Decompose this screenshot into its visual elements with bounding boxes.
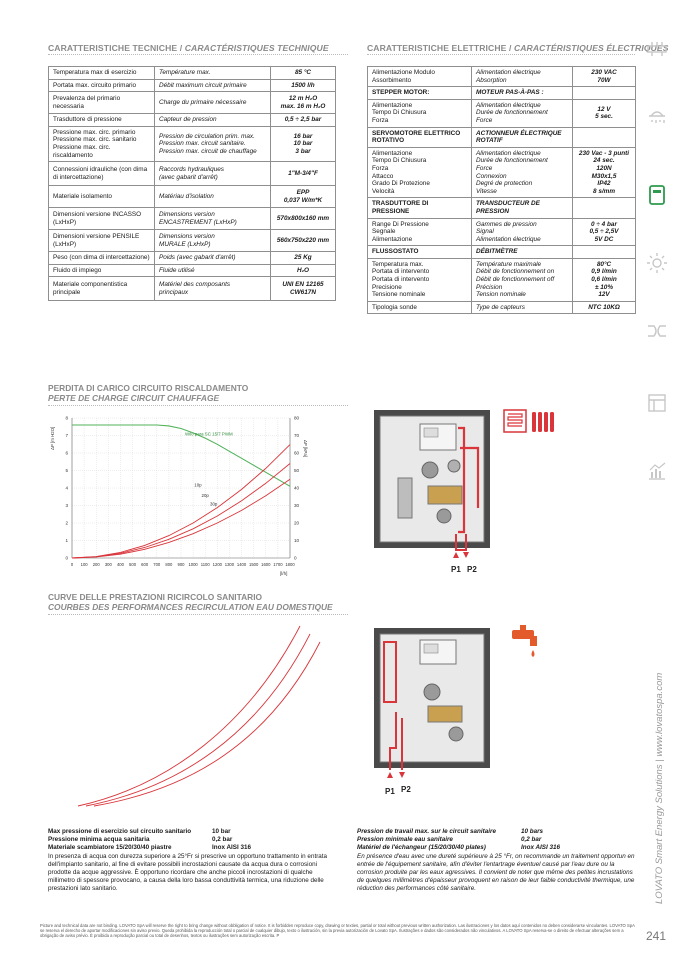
recirc-title: CURVE DELLE PRESTAZIONI RICIRCOLO SANITARIO COURBES DES PERFORMANCES RECIRCULATION EAU DOMESTIQUE xyxy=(48,592,333,612)
table-row xyxy=(368,258,636,301)
spec-label-it: Alimentazione Tempo Di Chiusura Forza Attacco Grado Di Protezione Velocità xyxy=(368,147,472,198)
module-icon-active[interactable] xyxy=(646,184,668,206)
pump-2 xyxy=(437,509,451,523)
elec-title: CARATTERISTICHE ELETTRICHE / CARACTÉRISTIQUES ÉLECTRIQUES xyxy=(367,43,669,53)
spec-value: 25 Kg xyxy=(271,252,336,265)
spec-label-it: Materiale isolamento xyxy=(49,186,155,208)
spec-label-it: Tipologia sonde xyxy=(368,301,472,314)
elec-table-body xyxy=(368,67,636,314)
spec-label-fr: Fluide utilisé xyxy=(155,264,271,277)
notes-french: Pression de travail max. sur le circuit sanitaire 10 bars Pression minimale eau sanitaire 0,2 bar Matériel de l'échangeur (15/20/30/40 plates) Inox AISI 316 En présence d'eau avec une dureté supérieure à 25 °Fr, on recommande un traitement opportun en entrée de l'équipement sanitaire, afin d'éviter l'entartrage éventuel causé par l'eau dure ou la corrosion produite par les eaux agressives. Il convient de noter que même des petites incrustations de quelques millimètres d'épaisseur provoquent en raison de leur faible conductivité thermique, une réduction des performances côté sanitaire. xyxy=(357,828,635,893)
spec-value: 85 °C xyxy=(271,67,336,80)
p2-label-2: P2 xyxy=(401,785,411,794)
x-axis-label: [l/h] xyxy=(280,571,288,576)
y-right-tick-label: 40 xyxy=(294,485,300,491)
manifold xyxy=(428,486,462,504)
table-row xyxy=(49,114,336,127)
spec-label-fr: Charge du primaire nécessaire xyxy=(155,92,271,114)
spec-value: 230 Vac - 3 punti 24 sec. 120N M30x1,5 IP42 8 s/mm xyxy=(573,147,636,198)
page-number: 241 xyxy=(646,929,667,943)
spec-value: 80°C 0,9 l/min 0,6 l/min ± 10% 12V xyxy=(573,258,636,301)
spec-label-it: Dimensioni versione INCASSO (LxHxP) xyxy=(49,208,155,230)
section-label-fr: TRANSDUCTEUR DE PRESSION xyxy=(472,198,573,218)
spec-label-it: Connessioni idrauliche (con dima di intercettazione) xyxy=(49,162,155,186)
spec-label-it: Peso (con dima di intercettazione) xyxy=(49,252,155,265)
table-row xyxy=(49,126,336,161)
table-row xyxy=(49,252,336,265)
p1-label-2: P1 xyxy=(385,787,395,796)
x-tick-label: 1100 xyxy=(200,562,210,567)
section-label-it: FLUSSOSTATO xyxy=(368,246,472,259)
spec-label-fr: Matériau d'isolation xyxy=(155,186,271,208)
y-left-tick-label: 4 xyxy=(65,485,68,491)
section-row xyxy=(368,198,636,218)
recirc-curve-3 xyxy=(94,642,320,806)
p1-arrow-icon-2 xyxy=(387,772,393,778)
spec-value: EPP 0,037 W/m*K xyxy=(271,186,336,208)
sanitary-module-diagram xyxy=(368,622,564,798)
spec-label-it: Fluido di impiego xyxy=(49,264,155,277)
section-label-it: TRASDUTTORE DI PRESSIONE xyxy=(368,198,472,218)
heat-exchanger xyxy=(398,478,412,518)
table-row xyxy=(49,186,336,208)
spec-label-it: Alimentazione Tempo Di Chiusura Forza xyxy=(368,99,472,127)
spec-label-fr: Température maximale Débit de fonctionnement on Débit de fonctionnement off Précision Tension nominale xyxy=(472,258,573,301)
spec-label-it: Range Di Pressione Segnale Alimentazione xyxy=(368,218,472,246)
spec-label-it: Temperatura max. Portata di intervento Portata di intervento Precisione Tensione nominale xyxy=(368,258,472,301)
table-row xyxy=(49,79,336,92)
y-right-tick-label: 0 xyxy=(294,555,297,561)
y-left-tick-label: 3 xyxy=(65,503,68,508)
series-label-3: 30p xyxy=(210,501,218,507)
elec-table xyxy=(367,66,636,314)
y-left-tick-label: 6 xyxy=(65,450,68,456)
x-tick-label: 1200 xyxy=(212,562,222,567)
section-label-fr: ACTIONNEUR ÉLECTRIQUE ROTATIF xyxy=(472,127,573,147)
table-row xyxy=(49,277,336,301)
valve xyxy=(448,460,460,472)
window-icon[interactable] xyxy=(646,392,668,414)
p2-label: P2 xyxy=(467,565,477,574)
manifold-2 xyxy=(428,706,462,722)
spec-label-it: Portata max. circuito primario xyxy=(49,79,155,92)
x-tick-label: 400 xyxy=(116,562,124,567)
table-row xyxy=(49,230,336,252)
spec-label-fr: Raccords hydrauliques (avec gabarit d'arrêt) xyxy=(155,162,271,186)
x-tick-label: 700 xyxy=(153,562,161,567)
spec-label-fr: Alimentation électrique Absorption xyxy=(472,67,573,87)
table-row xyxy=(49,208,336,230)
underfloor-heating-icon xyxy=(504,410,526,432)
spec-value: 230 VAC 70W xyxy=(573,67,636,87)
tech-table-body xyxy=(49,67,336,301)
series-label-0: Wilo para SC 15/7 PWM xyxy=(185,431,233,437)
spec-label-fr: Gammes de pression Signal Alimentation électrique xyxy=(472,218,573,246)
section-label-it: SERVOMOTORE ELETTRICO ROTATIVO xyxy=(368,127,472,147)
shower-icon[interactable] xyxy=(646,107,668,129)
pump xyxy=(422,462,438,478)
y-right-tick-label: 80 xyxy=(294,415,300,421)
spec-value: UNI EN 12165 CW617N xyxy=(271,277,336,301)
section-empty-cell xyxy=(573,87,636,100)
recirc-curve-1 xyxy=(78,626,300,806)
section-label-fr: DÉBITMÈTRE xyxy=(472,246,573,259)
p1-arrow-icon xyxy=(453,552,459,558)
y-right-tick-label: 70 xyxy=(294,433,300,438)
spec-label-fr: Alimentation électrique Durée de fonctionnement Force Connexion Degré de protection Vitesse xyxy=(472,147,573,198)
pipe-connector-icon[interactable] xyxy=(646,320,668,342)
y-axis-label-right: ΔP [kPa] xyxy=(303,440,308,458)
table-row xyxy=(368,99,636,127)
recirc-title-rule xyxy=(48,614,348,615)
table-row xyxy=(49,264,336,277)
recirculation-curves xyxy=(48,616,338,816)
y-left-tick-label: 8 xyxy=(65,415,68,421)
spec-label-fr: Matériel des composants principaux xyxy=(155,277,271,301)
x-tick-label: 800 xyxy=(165,562,173,567)
y-right-tick-label: 60 xyxy=(294,450,300,456)
spec-value: 570x800x160 mm xyxy=(271,208,336,230)
table-row xyxy=(368,147,636,198)
p2-arrow-icon-2 xyxy=(399,772,405,778)
pressure-loss-chart xyxy=(48,410,338,582)
series-label-2: 20p xyxy=(201,492,209,498)
chart-icon[interactable] xyxy=(646,460,668,482)
table-row xyxy=(368,218,636,246)
x-tick-label: 500 xyxy=(129,562,137,567)
spec-label-fr: Alimentation électrique Durée de fonctionnement Force xyxy=(472,99,573,127)
y-right-tick-label: 50 xyxy=(294,468,300,473)
y-left-tick-label: 2 xyxy=(65,520,68,526)
spec-label-it: Trasduttore di pressione xyxy=(49,114,155,127)
x-tick-label: 900 xyxy=(177,562,185,567)
y-left-tick-label: 7 xyxy=(65,433,68,438)
spec-value: 1500 l/h xyxy=(271,79,336,92)
y-right-tick-label: 10 xyxy=(294,538,300,543)
spec-value: H₂O xyxy=(271,264,336,277)
spec-label-fr: Température max. xyxy=(155,67,271,80)
spec-label-fr: Dimensions version ENCASTREMENT (LxHxP) xyxy=(155,208,271,230)
elec-title-rule xyxy=(367,54,635,55)
section-empty-cell xyxy=(573,127,636,147)
section-label-fr: MOTEUR PAS-À-PAS : xyxy=(472,87,573,100)
spec-label-fr: Type de capteurs xyxy=(472,301,573,314)
notes-italian: Max pressione di esercizio sul circuito sanitario 10 bar Pressione minima acqua sanitaria 0,2 bar Materiale scambiatore 15/20/30/40 piastre Inox AISI 316 In presenza di acqua con durezza superiore a 25°Fr si prescrive un opportuno trattamento in entrata dell'impianto sanitario, al fine di evitare possibili incrostazioni causate da acqua dura o corrosioni prodotte da acque aggressive. È opportuno ricordare che anche piccoli incrostazioni di qualche millimetro di spessore provocano, a causa della loro bassa conduttività termica, una riduzione delle prestazioni lato sanitario. xyxy=(48,828,328,893)
spec-label-fr: Poids (avec gabarit d'arrêt) xyxy=(155,252,271,265)
table-row xyxy=(368,67,636,87)
footer-disclaimer: Picture and technical data are not binding. LOVATO SpA will reserve the right to bring change without obbligation of notice. It is forbidden reproduce copy, drawing or texties, partial or total without previous written authorization. Las ilustraciones y los datos aquí contenidos no deben considerarse vinculantes. LOVATO SpA se reserva el derecho de aportar modificaciones sin aviso previo. Queda prohibida la reproducción total o parcial de cualquier dibujo, texto o ilustración, sin la previa autorización de Lovato SpA. Ilustrações e dados são considerados não vinculativos. A LOVATO SpA reserva-se o direito de efectuar alterações sem a obrigação de aviso prévio. É proibida a reprodução parcial ou total de desenhos, textos ou ilustrações sem autorização escrita. P xyxy=(40,923,635,939)
spec-value: 0 ÷ 4 bar 0,5 ÷ 2,5V 5V DC xyxy=(573,218,636,246)
p1-label: P1 xyxy=(451,565,461,574)
tech-table xyxy=(48,66,336,301)
x-tick-label: 1000 xyxy=(188,562,198,567)
loss-title-rule xyxy=(48,405,348,406)
x-tick-label: 100 xyxy=(80,562,88,567)
spec-label-it: Alimentazione Modulo Assorbimento xyxy=(368,67,472,87)
display xyxy=(424,428,438,437)
sun-icon[interactable] xyxy=(646,252,668,274)
spec-value: 12 V 5 sec. xyxy=(573,99,636,127)
y-left-tick-label: 0 xyxy=(65,555,68,561)
spec-label-fr: Capteur de pression xyxy=(155,114,271,127)
loss-title: PERDITA DI CARICO CIRCUITO RISCALDAMENTO PERTE DE CHARGE CIRCUIT CHAUFFAGE xyxy=(48,383,249,403)
y-axis-label-left: ΔP [m H2O] xyxy=(50,426,55,450)
water-tap-icon xyxy=(512,625,537,657)
spec-value: 560x750x220 mm xyxy=(271,230,336,252)
spec-label-it: Prevalenza del primario necessaria xyxy=(49,92,155,114)
spec-label-it: Materiale componentistica principale xyxy=(49,277,155,301)
x-tick-label: 600 xyxy=(141,562,149,567)
tech-title: CARATTERISTICHE TECNICHE / CARACTÉRISTIQUES TECHNIQUE xyxy=(48,43,329,53)
series-label-1: 10p xyxy=(194,482,202,488)
spec-label-it: Temperatura max di esercizio xyxy=(49,67,155,80)
x-tick-label: 0 xyxy=(70,562,74,567)
spec-label-fr: Débit maximum circuit primaire xyxy=(155,79,271,92)
pump-4 xyxy=(449,727,463,741)
section-label-it: STEPPER MOTOR: xyxy=(368,87,472,100)
p2-arrow-icon xyxy=(463,552,469,558)
spec-label-it: Pressione max. circ. primario Pressione max. circ. sanitario Pressione max. circ. riscaldamento xyxy=(49,126,155,161)
spec-value: 12 m H₂O max. 16 m H₂O xyxy=(271,92,336,114)
x-tick-label: 300 xyxy=(104,562,112,567)
manifold-icon[interactable] xyxy=(646,38,668,60)
y-right-tick-label: 30 xyxy=(294,503,300,508)
spec-label-fr: Dimensions version MURALE (LxHxP) xyxy=(155,230,271,252)
section-row xyxy=(368,246,636,259)
table-row xyxy=(368,301,636,314)
pump-3 xyxy=(424,684,440,700)
heating-module-diagram xyxy=(368,408,564,580)
spec-label-it: Dimensioni versione PENSILE (LxHxP) xyxy=(49,230,155,252)
spec-label-fr: Pression de circulation prim. max. Pression max. circuit sanitaire. Pression max. circuit de chauffage xyxy=(155,126,271,161)
tech-title-rule xyxy=(48,54,348,55)
section-row xyxy=(368,127,636,147)
radiator-icon xyxy=(532,412,554,432)
brand-side-text: LOVATO Smart Energy Solutions | www.lovatospa.com xyxy=(654,672,665,904)
spec-value: 0,5 ÷ 2,5 bar xyxy=(271,114,336,127)
spec-value: NTC 10KΩ xyxy=(573,301,636,314)
table-row xyxy=(49,162,336,186)
x-tick-label: 1500 xyxy=(249,562,259,567)
table-row xyxy=(49,67,336,80)
x-tick-label: 1400 xyxy=(236,562,247,567)
table-row xyxy=(49,92,336,114)
section-row xyxy=(368,87,636,100)
y-left-tick-label: 1 xyxy=(65,538,68,543)
y-left-tick-label: 5 xyxy=(65,468,68,473)
section-empty-cell xyxy=(573,246,636,259)
spec-value: 16 bar 10 bar 3 bar xyxy=(271,126,336,161)
recirc-curve-2 xyxy=(86,634,310,806)
x-tick-label: 1800 xyxy=(285,562,295,567)
section-empty-cell xyxy=(573,198,636,218)
spec-value: 1"M-3/4"F xyxy=(271,162,336,186)
x-tick-label: 1600 xyxy=(261,562,271,567)
x-tick-label: 200 xyxy=(92,562,100,567)
x-tick-label: 1300 xyxy=(224,562,235,567)
x-tick-label: 1700 xyxy=(273,562,283,567)
y-right-tick-label: 20 xyxy=(294,520,300,526)
